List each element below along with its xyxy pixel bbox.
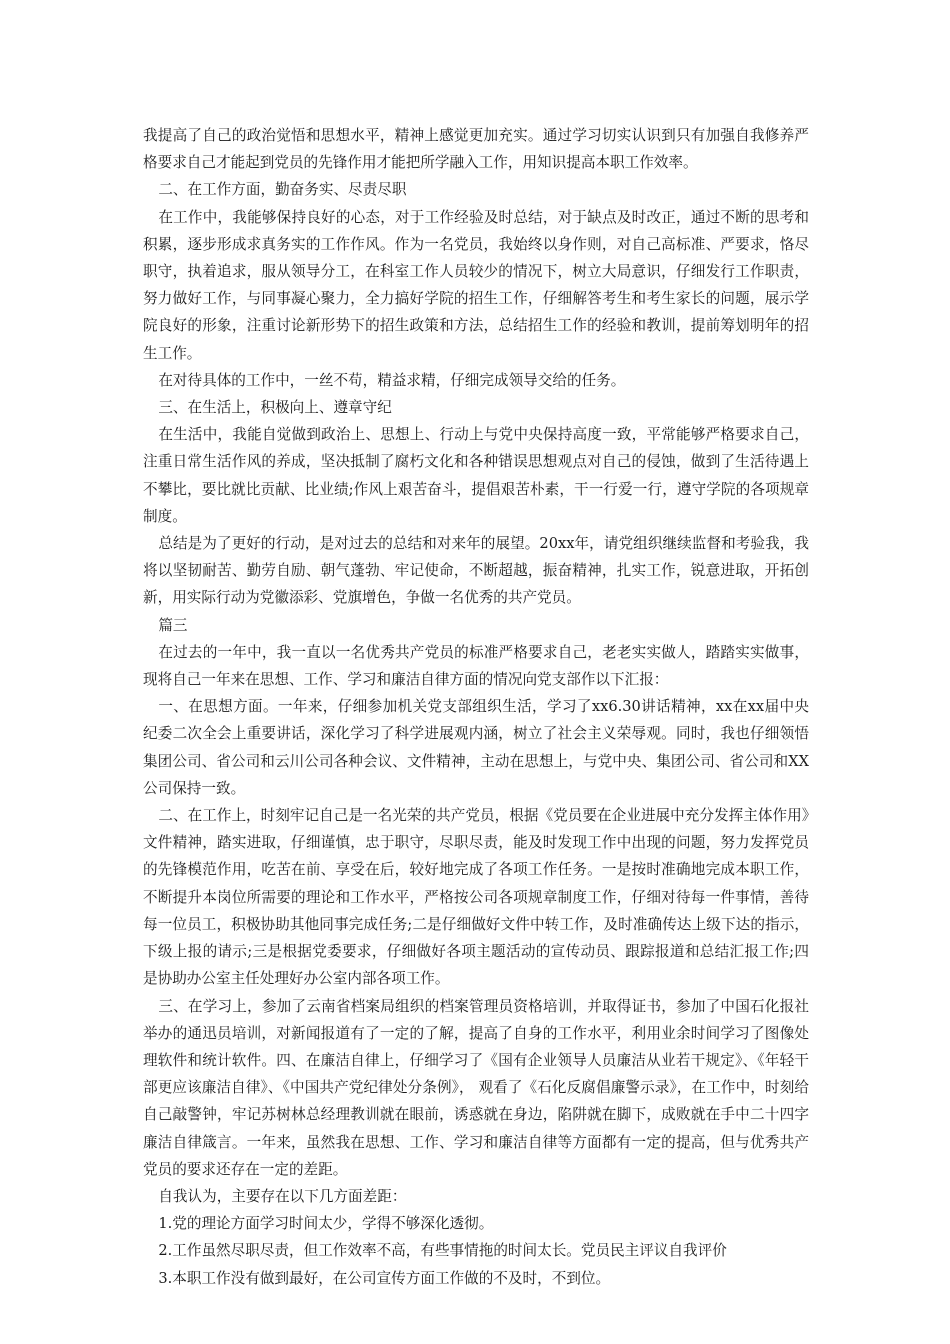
paragraph: 在生活中，我能自觉做到政治上、思想上、行动上与党中央保持高度一致，平常能够严格要求自己，注重日常生活作风的养成，坚决抵制了腐朽文化和各种错误思想观点对自己的侵蚀，做到了生活待遇上不攀比，要比就比贡献、比业绩;作风上艰苦奋斗，提倡艰苦朴素，干一行爱一行，遵守学院的各项规章制度。 [143, 426, 809, 525]
paragraph: 二、在工作上，时刻牢记自己是一名光荣的共产党员，根据《党员要在企业进展中充分发挥主体作用》文件精神，踏实进取，仔细谨慎，忠于职守，尽职尽责，能及时发现工作中出现的问题，努力发挥党员的先锋模范作用，吃苦在前、享受在后，较好地完成了各项工作任务。一是按时准确地完成本职工作，不断提升本岗位所需要的理论和工作水平，严格按公司各项规章制度工作，仔细对待每一件事情，善待每一位员工，积极协助其他同事完成任务;二是仔细做好文件中转工作，及时准确传达上级下达的指示，下级上报的请示;三是根据党委要求，仔细做好各项主题活动的宣传动员、跟踪报道和总结汇报工作;四是协助办公室主任处理好办公室内部各项工作。 [143, 807, 809, 988]
section-heading: 三、在生活上，积极向上、遵章守纪 [158, 399, 392, 417]
paragraph: 在对待具体的工作中，一丝不苟，精益求精，仔细完成领导交给的任务。 [158, 371, 626, 389]
paragraph: 自我认为，主要存在以下几方面差距： [158, 1187, 407, 1205]
chapter-heading: 篇三 [158, 616, 188, 634]
list-item: 2.工作虽然尽职尽责，但工作效率不高，有些事情拖的时间太长。党员民主评议自我评价 [158, 1242, 727, 1260]
paragraph: 我提高了自己的政治觉悟和思想水平，精神上感觉更加充实。通过学习切实认识到只有加强自我修养严格要求自己才能起到党员的先锋作用才能把所学融入工作，用知识提高本职工作效率。 [143, 127, 809, 172]
paragraph: 在工作中，我能够保持良好的心态，对于工作经验及时总结，对于缺点及时改正，通过不断的思考和积累，逐步形成求真务实的工作作风。作为一名党员，我始终以身作则，对自己高标准、严要求，恪尽职守，执着追求，服从领导分工，在科室工作人员较少的情况下，树立大局意识，仔细发行工作职责，努力做好工作，与同事凝心聚力，全力搞好学院的招生工作，仔细解答考生和考生家长的问题，展示学院良好的形象，注重讨论新形势下的招生政策和方法，总结招生工作的经验和教训，提前筹划明年的招生工作。 [143, 208, 809, 362]
paragraph: 在过去的一年中，我一直以一名优秀共产党员的标准严格要求自己，老老实实做人，踏踏实实做事，现将自己一年来在思想、工作、学习和廉洁自律方面的情况向党支部作以下汇报： [143, 643, 809, 689]
section-heading: 二、在工作方面，勤奋务实、尽责尽职 [158, 181, 407, 199]
list-item: 3.本职工作没有做到最好，在公司宣传方面工作做的不及时，不到位。 [158, 1269, 611, 1287]
list-item: 1.党的理论方面学习时间太少，学得不够深化透彻。 [158, 1215, 494, 1233]
paragraph: 一、在思想方面。一年来，仔细参加机关党支部组织生活，学习了xx6.30讲话精神，xx在xx届中央纪委二次全会上重要讲话，深化学习了科学进展观内涵，树立了社会主义荣辱观。同时，我也仔细领悟集团公司、省公司和云川公司各种会议、文件精神，主动在思想上，与党中央、集团公司、省公司和XX公司保持一致。 [143, 698, 809, 797]
document-body [143, 122, 809, 1292]
paragraph: 三、在学习上，参加了云南省档案局组织的档案管理员资格培训，并取得证书，参加了中国石化报社举办的通迅员培训，对新闻报道有了一定的了解，提高了自身的工作水平，利用业余时间学习了图像处理软件和统计软件。四、在廉洁自律上，仔细学习了《国有企业领导人员廉洁从业若干规定》、《年轻干部更应该廉洁自律》、《中国共产党纪律处分条例》， 观看了《石化反腐倡廉警示录》，在工作中，时刻给自己敲警钟，牢记苏树林总经理教训就在眼前，诱惑就在身边，陷阱就在脚下，成败就在手中二十四字廉洁自律箴言。一年来，虽然我在思想、工作、学习和廉洁自律等方面都有一定的提高，但与优秀共产党员的要求还存在一定的差距。 [143, 997, 809, 1178]
paragraph: 总结是为了更好的行动，是对过去的总结和对来年的展望。20xx年，请党组织继续监督和考验我，我将以坚韧耐苦、勤劳自励、朝气蓬勃、牢记使命，不断超越，振奋精神，扎实工作，锐意进取，开拓创新，用实际行动为党徽添彩、党旗增色，争做一名优秀的共产党员。 [143, 535, 809, 607]
